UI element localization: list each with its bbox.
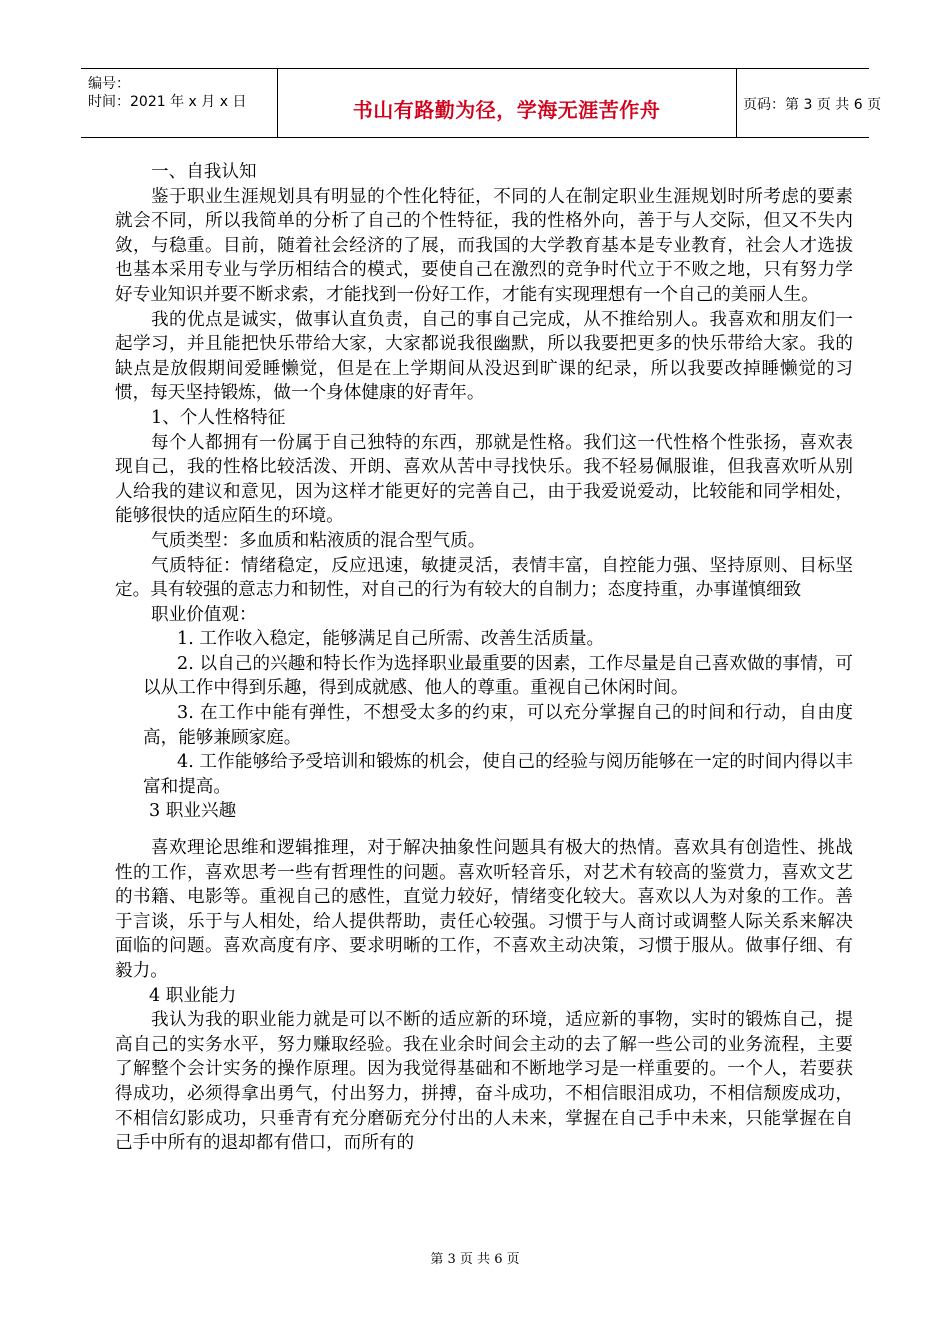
header-page-number: 页码：第 3 页 共 6 页 — [743, 97, 882, 113]
list-item: 1. 工作收入稳定，能够满足自己所需、改善生活质量。 — [177, 629, 605, 650]
section-heading-personality: 1、个人性格特征 — [151, 407, 286, 428]
header-page-cell — [736, 69, 882, 137]
paragraph: 每个人都拥有一份属于自己独特的东西，那就是性格。我们这一代性格个性张扬，喜欢表现自己，我的性格比较活泼、开朗、喜欢从苦中寻找快乐。我不轻易佩服谁，但我喜欢听从别人给我的建议和意见，因为这样才能更好的完善自己，由于我爱说爱动，比较能和同学相处，能够很快的适应陌生的环境。 — [115, 432, 853, 527]
list-item: 3. 在工作中能有弹性，不想受太多的约束，可以充分掌握自己的时间和行动，自由度高，能够兼顾家庭。 — [143, 703, 853, 748]
document-time-label: 时间：2021 年 x 月 x 日 — [88, 94, 247, 110]
header-motto-cell — [277, 69, 737, 137]
section-heading-ability: 4 职业能力 — [149, 985, 237, 1006]
header-motto: 书山有路勤为径，学海无涯苦作舟 — [352, 98, 661, 122]
list-item: 2. 以自己的兴趣和特长作为选择职业最重要的因素，工作尽量是自己喜欢做的事情，可以从工作中得到乐趣，得到成就感、他人的尊重。重视自己休闲时间。 — [143, 653, 853, 699]
document-body — [115, 160, 853, 1156]
paragraph: 气质特征：情绪稳定，反应迅速，敏捷灵活，表情丰富，自控能力强、坚持原则、目标坚定。具有较强的意志力和韧性，对自己的行为有较大的自制力；态度持重，办事谨慎细致 — [115, 555, 853, 601]
section-heading-interest: 3 职业兴趣 — [149, 801, 237, 822]
paragraph: 职业价值观： — [151, 604, 257, 625]
paragraph: 气质类型：多血质和粘液质的混合型气质。 — [151, 530, 486, 551]
header-meta-cell — [81, 69, 278, 137]
section-heading-self-cognition: 一、自我认知 — [151, 162, 257, 182]
paragraph: 我的优点是诚实，做事认直负责，自己的事自己完成，从不推给别人。我喜欢和朋友们一起学习，并且能把快乐带给大家，大家都说我很幽默，所以我要把更多的快乐带给大家。我的缺点是放假期间爱睡懒觉，但是在上学期间从没迟到旷课的纪录，所以我要改掉睡懒觉的习惯，每天坚持锻炼，做一个身体健康的好青年。 — [115, 309, 853, 404]
document-number-label: 编号： — [88, 76, 130, 92]
page-footer: 第 3 页 共 6 页 — [430, 1252, 520, 1267]
list-item: 4. 工作能够给予受培训和锻炼的机会，使自己的经验与阅历能够在一定的时间内得以丰富和提高。 — [143, 752, 853, 797]
paragraph: 鉴于职业生涯规划具有明显的个性化特征，不同的人在制定职业生涯规划时所考虑的要素就会不同，所以我简单的分析了自己的个性特征，我的性格外向，善于与人交际，但又不失内敛，与稳重。目前，随着社会经济的了展，而我国的大学教育基本是专业教育，社会人才选拔也基本采用专业与学历相结合的模式，要使自己在激烈的竞争时代立于不败之地，只有努力学好专业知识并要不断求索，才能找到一份好工作，才能有实现理想有一个自己的美丽人生。 — [115, 186, 853, 305]
paragraph: 喜欢理论思维和逻辑推理，对于解决抽象性问题具有极大的热情。喜欢具有创造性、挑战性的工作，喜欢思考一些有哲理性的问题。喜欢听轻音乐，对艺术有较高的鉴赏力，喜欢文艺的书籍、电影等。重视自己的感性，直觉力较好，情绪变化较大。喜欢以人为对象的工作。善于言谈，乐于与人相处，给人提供帮助，责任心较强。习惯于与人商讨或调整人际关系来解决面临的问题。喜欢高度有序、要求明晰的工作，不喜欢主动决策，习惯于服从。做事仔细、有毅力。 — [115, 838, 853, 981]
paragraph: 我认为我的职业能力就是可以不断的适应新的环境，适应新的事物，实时的锻炼自己，提高自己的实务水平，努力赚取经验。我在业余时间会主动的去了解一些公司的业务流程，主要了解整个会计实务的操作原理。因为我觉得基础和不断地学习是一样重要的。一个人，若要获得成功，必须得拿出勇气，付出努力，拼搏，奋斗成功，不相信眼泪成功，不相信颓废成功，不相信幻影成功，只垂青有充分磨砺充分付出的人未来，掌握在自己手中未来，只能掌握在自己手中所有的退却都有借口，而所有的 — [115, 1010, 853, 1154]
page-header — [81, 68, 882, 138]
